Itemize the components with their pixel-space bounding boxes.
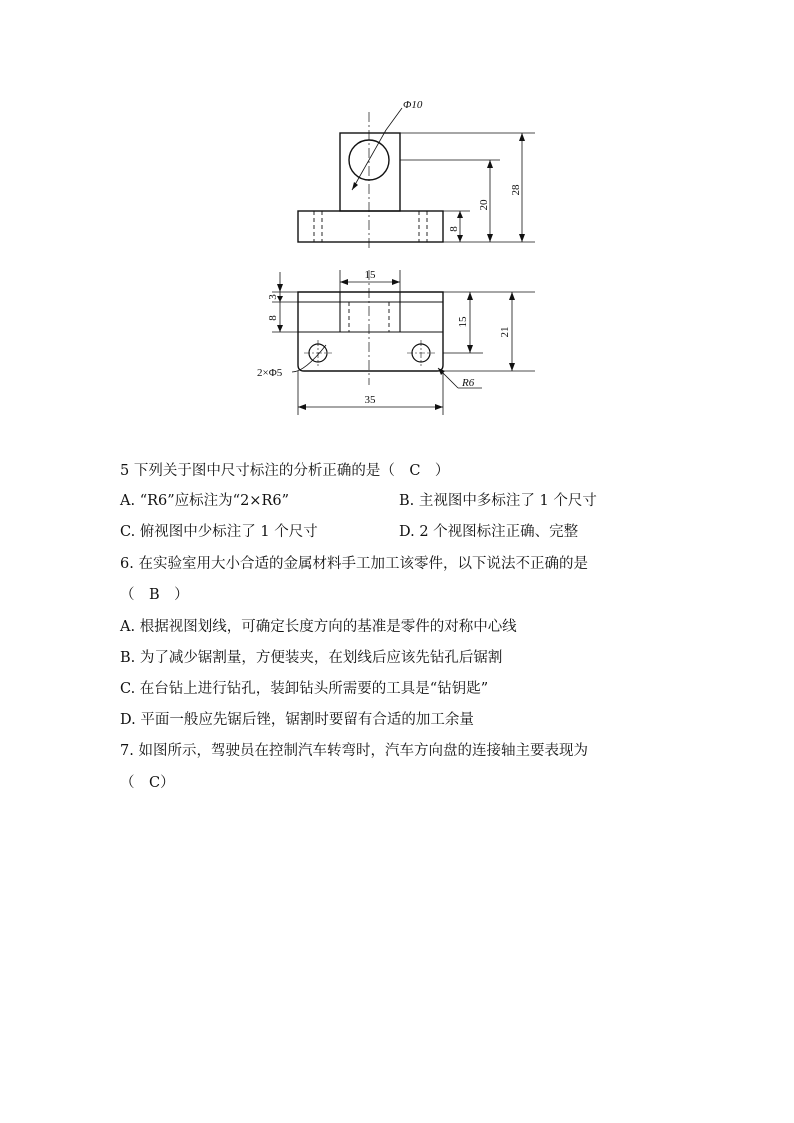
q6-option-c: C. 在台钻上进行钻孔，装卸钻头所需要的工具是“钻钥匙” [120, 681, 489, 697]
front-view [298, 108, 443, 250]
label-8-left: 8 [267, 315, 279, 321]
label-holes: 2×Φ5 [257, 367, 283, 379]
front-upright [340, 133, 400, 211]
q6-stem: 6. 在实验室用大小合适的金属材料手工加工该零件，以下说法不正确的是 [120, 556, 588, 572]
top-view [298, 270, 443, 385]
q5-option-c: C. 俯视图中少标注了 1 个尺寸 [120, 524, 318, 540]
q5-option-a: A. “R6”应标注为“2×R6” [120, 493, 290, 509]
q6-option-a: A. 根据视图划线，可确定长度方向的基准是零件的对称中心线 [120, 619, 517, 635]
label-28: 28 [510, 184, 522, 196]
q6-option-d: D. 平面一般应先锯后锉，锯割时要留有合适的加工余量 [120, 712, 474, 728]
label-3: 3 [267, 294, 279, 300]
label-r6: R6 [462, 377, 475, 389]
q6-option-b: B. 为了减少锯割量，方便装夹，在划线后应该先钻孔后锯割 [120, 650, 503, 666]
label-21: 21 [499, 326, 511, 338]
label-20: 20 [478, 199, 490, 211]
q7-stem: 7. 如图所示，驾驶员在控制汽车转弯时，汽车方向盘的连接轴主要表现为 [120, 743, 588, 759]
front-base [298, 211, 443, 242]
q5-option-b: B. 主视图中多标注了 1 个尺寸 [399, 493, 597, 509]
technical-drawing [240, 88, 540, 418]
q5-option-d: D. 2 个视图标注正确、完整 [399, 524, 579, 540]
label-8-front: 8 [448, 226, 460, 232]
label-phi10: Φ10 [403, 99, 423, 111]
label-35: 35 [364, 394, 376, 406]
q7-answer: （ C） [120, 775, 175, 791]
q5-stem: 5 下列关于图中尺寸标注的分析正确的是（ C ） [120, 463, 450, 479]
label-15-top: 15 [364, 269, 376, 281]
front-dimensions [400, 99, 535, 242]
q6-answer: （ B ） [120, 587, 189, 603]
front-hidden-holes [314, 211, 427, 242]
label-15-right: 15 [457, 316, 469, 328]
